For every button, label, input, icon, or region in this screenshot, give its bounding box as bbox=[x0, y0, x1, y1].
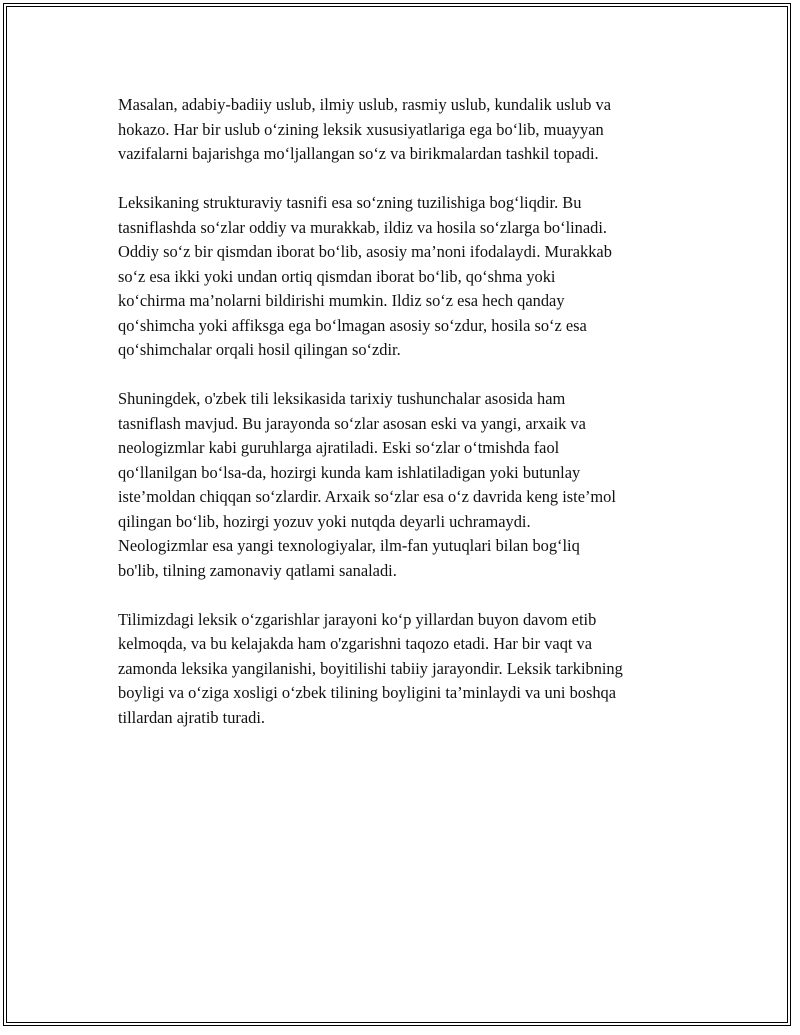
text-line: qilingan bo‘lib, hozirgi yozuv yoki nutqda deyarli uchramaydi. bbox=[118, 511, 531, 531]
text-line: qo‘shimcha yoki affiksga ega bo‘lmagan asosiy so‘zdur, hosila so‘z esa bbox=[118, 315, 587, 335]
text-line: tillardan ajratib turadi. bbox=[118, 707, 266, 727]
paragraph-4 bbox=[118, 608, 678, 731]
text-line: hokazo. Har bir uslub o‘zining leksik xususiyatlariga ega bo‘lib, muayyan bbox=[118, 119, 604, 139]
text-line: so‘z esa ikki yoki undan ortiq qismdan iborat bo‘lib, qo‘shma yoki bbox=[118, 266, 556, 286]
text-line: tasniflash mavjud. Bu jarayonda so‘zlar asosan eski va yangi, arxaik va bbox=[118, 413, 586, 433]
text-line: qo‘llanilgan bo‘lsa-da, hozirgi kunda kam ishlatiladigan yoki butunlay bbox=[118, 462, 581, 482]
text-line: qo‘shimchalar orqali hosil qilingan so‘zdir. bbox=[118, 340, 401, 359]
text-line: zamonda leksika yangilanishi, boyitilishi tabiiy jarayondir. Leksik tarkibning bbox=[118, 658, 623, 678]
text-line: ko‘chirma ma’nolarni bildirishi mumkin. Ildiz so‘z esa hech qanday bbox=[118, 291, 565, 310]
document-body bbox=[118, 93, 678, 755]
text-line: Oddiy so‘z bir qismdan iborat bo‘lib, asosiy ma’noni ifodalaydi. Murakkab bbox=[118, 242, 612, 261]
text-line: iste’moldan chiqqan so‘zlardir. Arxaik so‘zlar esa o‘z davrida keng iste’mol bbox=[118, 487, 616, 506]
text-line: tasniflashda so‘zlar oddiy va murakkab, ildiz va hosila so‘zlarga bo‘linadi. bbox=[118, 217, 607, 237]
text-line: Tilimizdagi leksik o‘zgarishlar jarayoni ko‘p yillardan buyon davom etib bbox=[118, 609, 597, 629]
text-line: Shuningdek, o'zbek tili leksikasida tarixiy tushunchalar asosida ham bbox=[118, 389, 566, 408]
text-line: Masalan, adabiy-badiiy uslub, ilmiy uslub, rasmiy uslub, kundalik uslub va bbox=[118, 95, 612, 114]
text-line: kelmoqda, va bu kelajakda ham o'zgarishni taqozo etadi. Har bir vaqt va bbox=[118, 634, 593, 653]
text-line: vazifalarni bajarishga mo‘ljallangan so‘z va birikmalardan tashkil topadi. bbox=[118, 144, 599, 163]
text-line: bo'lib, tilning zamonaviy qatlami sanaladi. bbox=[118, 560, 397, 580]
text-line: Leksikaning strukturaviy tasnifi esa so‘zning tuzilishiga bog‘liqdir. Bu bbox=[118, 193, 582, 212]
paragraph-3 bbox=[118, 387, 678, 583]
text-line: neologizmlar kabi guruhlarga ajratiladi. Eski so‘zlar o‘tmishda faol bbox=[118, 438, 560, 457]
text-line: boyligi va o‘ziga xosligi o‘zbek tilining boyligini ta’minlaydi va uni boshqa bbox=[118, 683, 617, 702]
paragraph-1 bbox=[118, 93, 678, 167]
paragraph-2 bbox=[118, 191, 678, 363]
text-line: Neologizmlar esa yangi texnologiyalar, ilm-fan yutuqlari bilan bog‘liq bbox=[118, 536, 580, 555]
